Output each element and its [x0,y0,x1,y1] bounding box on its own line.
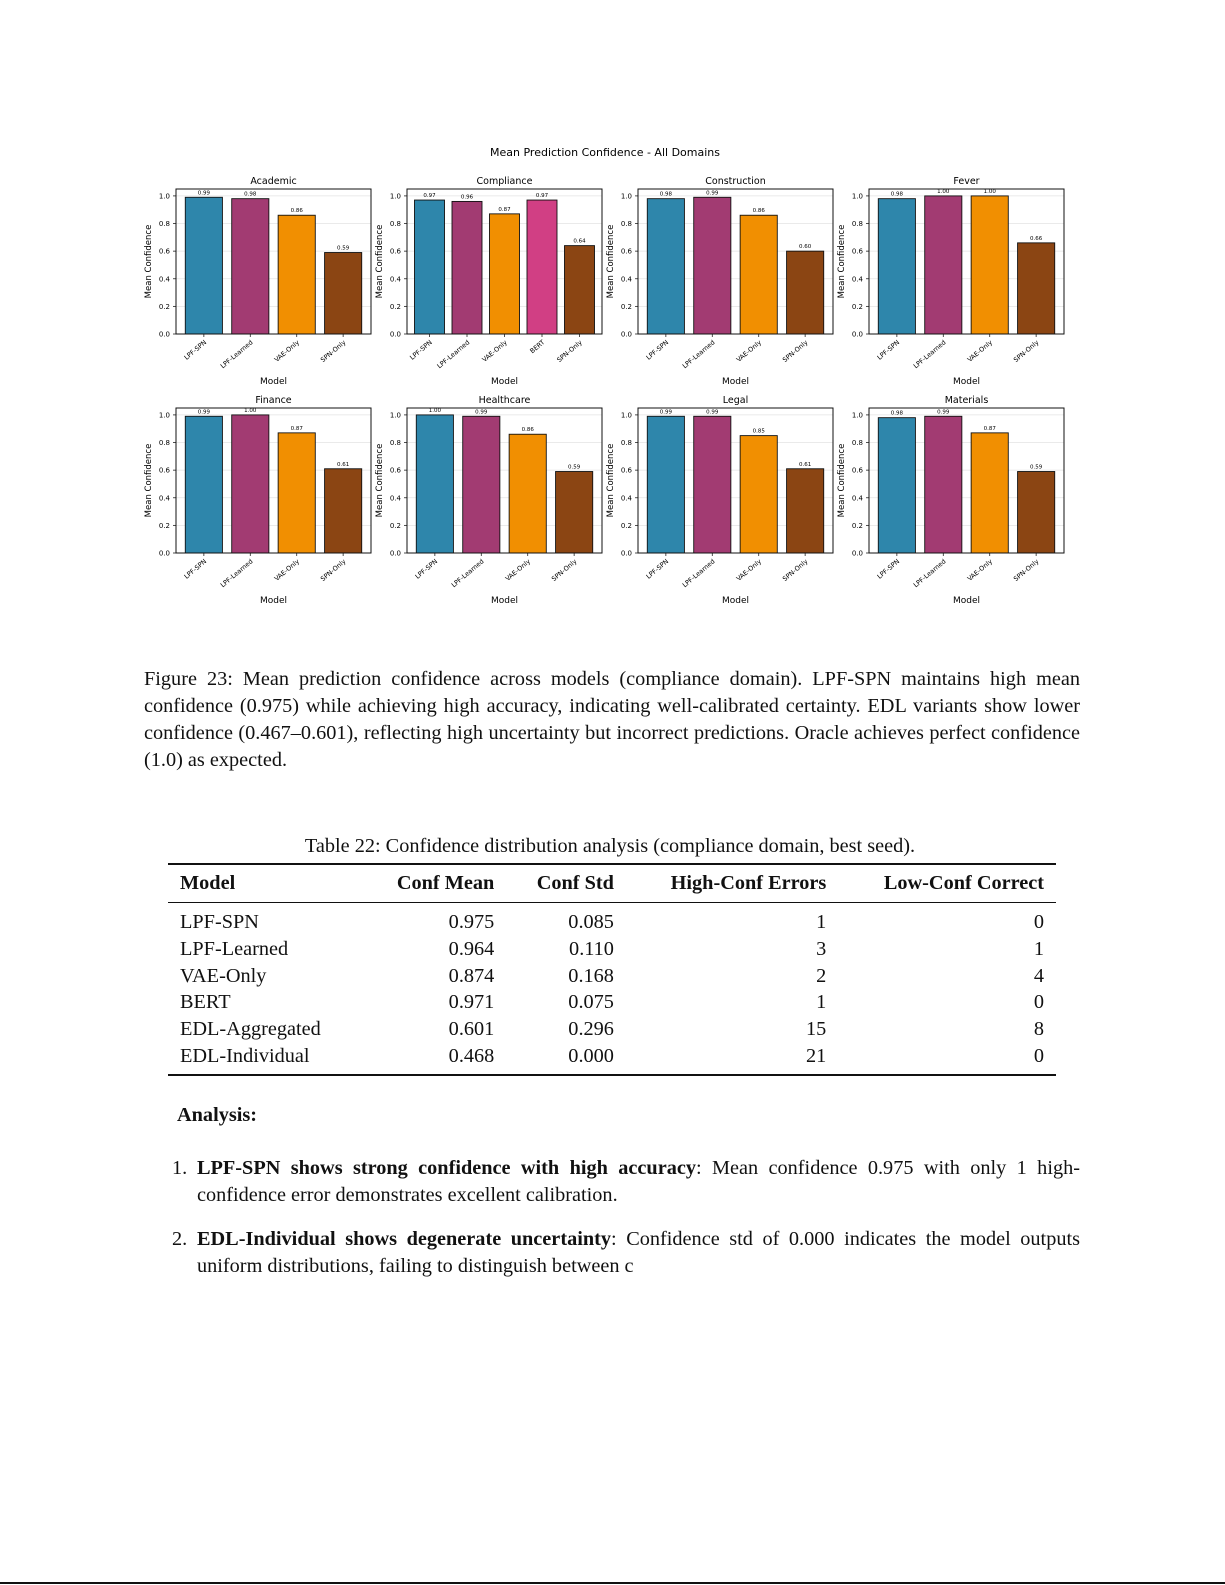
subplot-title: Fever [953,176,980,187]
bar-value-label: 1.00 [244,407,257,414]
x-tick-label: SPN-Only [319,338,348,365]
y-tick-label: 1.0 [851,411,863,420]
y-tick-label: 0.0 [620,549,632,558]
y-tick-label: 0.2 [620,302,632,311]
y-tick-label: 1.0 [620,411,632,420]
bar [278,433,315,553]
y-tick-label: 0.8 [389,220,401,229]
x-tick-label: LPF-Learned [449,557,486,590]
analysis-item-text: : Mean confidence 0.975 with only 1 high-confidence error demonstrates excellent calibration. [197,1157,1080,1206]
bar-value-label: 0.86 [752,208,765,215]
x-tick-label: LPF-SPN [875,338,902,362]
y-tick-label: 0.0 [389,330,401,339]
bar-value-label: 0.97 [535,193,549,200]
y-tick-label: 0.2 [620,521,632,530]
table-row [168,936,1056,963]
bar-value-label: 0.87 [983,425,996,432]
bar [509,434,546,553]
y-tick-label: 0.0 [389,549,401,558]
table-cell: 21 [626,1043,838,1075]
bar [325,469,362,553]
bar-value-label: 0.97 [423,193,436,200]
y-tick-label: 0.4 [620,275,632,284]
y-tick-label: 0.6 [158,247,170,256]
x-tick-label: LPF-SPN [408,338,434,362]
table-cell: 0.075 [568,991,614,1014]
table-cell: 2 [816,964,827,987]
bar [527,200,557,334]
table-cell: 1 [816,991,827,1014]
x-tick-label: LPF-Learned [680,338,717,371]
x-tick-label: SPN-Only [781,557,810,584]
bar [232,199,269,334]
subplot-title: Finance [255,395,292,406]
y-tick-label: 0.4 [851,494,863,503]
table-row [168,1043,1056,1075]
table-cell: 0 [1033,991,1044,1014]
y-tick-label: 0.0 [851,330,863,339]
table-cell: 8 [1033,1018,1044,1041]
x-axis-label: Model [721,596,750,606]
x-tick-label: LPF-SPN [182,338,209,362]
x-tick-label: VAE-Only [272,557,301,583]
subplot-title: Compliance [476,176,533,187]
bar [647,416,684,553]
y-tick-label: 0.6 [158,466,170,475]
x-tick-label: SPN-Only [1012,338,1041,365]
y-tick-label: 0.4 [158,275,170,284]
figure-caption: Figure 23: Mean prediction confidence across models (compliance domain). LPF-SPN maintains high mean confidence (0.975) while achieving high accuracy, indicating well-calibrated certainty. EDL variants show lower confidence (0.467–0.601), reflecting high uncertainty but incorrect predictions. Oracle achieves perfect confidence (1.0) as expected. [144,668,1080,771]
table-header: High-Conf Errors [626,864,838,903]
bar-value-label: 0.98 [890,410,903,417]
table-cell: 1 [816,911,827,933]
bar [278,215,315,334]
bar-value-label: 0.96 [460,194,474,201]
y-tick-label: 0.6 [851,247,863,256]
analysis-item [162,1226,1080,1280]
bar [971,196,1008,334]
table-cell: VAE-Only [180,964,267,987]
table-cell: 3 [816,937,827,960]
x-tick-label: VAE-Only [272,338,301,364]
table-row [168,989,1056,1016]
x-tick-label: LPF-SPN [413,557,440,581]
y-tick-label: 1.0 [158,411,170,420]
bar-value-label: 0.60 [799,244,812,251]
x-tick-label: LPF-Learned [218,557,255,590]
bar [415,200,445,334]
bar-value-label: 1.00 [428,407,441,414]
y-axis-label: Mean Confidence [606,443,616,518]
table-cell: 0.296 [568,1018,614,1041]
x-tick-label: LPF-Learned [680,557,717,590]
y-axis-label: Mean Confidence [144,443,154,518]
x-tick-label: VAE-Only [965,557,994,583]
y-tick-label: 0.8 [158,439,170,448]
table-cell: 0.168 [568,964,614,987]
bar-value-label: 1.00 [983,188,996,195]
y-tick-label: 0.6 [389,466,401,475]
y-tick-label: 0.8 [620,220,632,229]
bar [694,416,731,553]
bar-value-label: 0.99 [197,409,210,416]
y-tick-label: 0.4 [158,494,170,503]
y-tick-label: 0.0 [158,330,170,339]
x-tick-label: LPF-SPN [644,338,671,362]
bar-value-label: 1.00 [937,188,950,195]
x-tick-label: SPN-Only [319,557,348,584]
x-tick-label: LPF-Learned [911,557,948,590]
bar-value-label: 0.59 [337,245,350,252]
bar [647,199,684,334]
bar [787,251,824,334]
y-tick-label: 0.4 [620,494,632,503]
bar-value-label: 0.87 [290,425,303,432]
bar-value-label: 0.59 [568,464,581,471]
table-cell: 0.468 [363,1043,507,1075]
y-tick-label: 0.8 [620,439,632,448]
table-caption: Table 22: Confidence distribution analysis (compliance domain, best seed). [304,835,916,857]
bar-value-label: 0.99 [475,409,488,416]
x-axis-label: Model [952,377,981,387]
analysis-item-number: 1. [172,1157,188,1179]
bar-value-label: 0.98 [890,191,903,198]
table-row [168,903,1056,936]
x-tick-label: LPF-Learned [435,338,472,371]
table-cell: 0.964 [448,937,495,960]
y-tick-label: 0.8 [851,439,863,448]
bar [925,196,962,334]
table-row [168,963,1056,990]
table-cell: 0.000 [506,1043,626,1075]
bar-value-label: 0.99 [197,190,210,197]
table-row [168,1016,1056,1043]
analysis-item [162,1155,1080,1209]
bar-value-label: 0.66 [1030,235,1043,242]
y-axis-label: Mean Confidence [837,224,847,299]
table-header: Conf Std [506,864,626,903]
x-tick-label: SPN-Only [555,338,584,365]
table-header-row [168,864,1056,903]
y-tick-label: 0.6 [620,247,632,256]
y-tick-label: 1.0 [851,192,863,201]
bar [185,416,222,553]
bar [452,201,482,334]
bar [416,415,453,553]
y-axis-label: Mean Confidence [375,443,385,518]
y-tick-label: 0.8 [389,439,401,448]
table-header: Model [168,864,363,903]
x-tick-label: SPN-Only [550,557,579,584]
bar [556,472,593,553]
table-cell: 0.110 [569,937,614,960]
table-cell: BERT [180,991,231,1014]
x-axis-label: Model [259,596,288,606]
bar [787,469,824,553]
y-tick-label: 0.0 [851,549,863,558]
bar-value-label: 0.86 [290,208,303,215]
y-tick-label: 0.4 [851,275,863,284]
bar-value-label: 0.99 [706,190,719,197]
y-tick-label: 0.4 [389,494,401,503]
subplot-title: Legal [722,395,749,406]
x-tick-label: VAE-Only [734,338,763,364]
bar-value-label: 0.99 [706,409,719,416]
x-tick-label: LPF-SPN [182,557,209,581]
analysis-item-number: 2. [172,1228,188,1250]
analysis-item-text: : Confidence std of 0.000 indicates the model outputs uniform distributions, failing to distinguish between c [197,1228,1081,1277]
table-cell: LPF-Learned [180,937,289,960]
table-header: Conf Mean [363,864,507,903]
bar [878,418,915,553]
analysis-list [162,1155,1080,1297]
bar-value-label: 0.64 [573,238,586,245]
x-tick-label: SPN-Only [1012,557,1041,584]
bar-value-label: 0.99 [659,409,672,416]
x-tick-label: LPF-Learned [218,338,255,371]
y-axis-label: Mean Confidence [375,224,385,299]
table-cell: 1 [1033,937,1044,960]
x-tick-label: VAE-Only [965,338,994,364]
x-axis-label: Model [490,596,519,606]
x-tick-label: SPN-Only [781,338,810,365]
y-axis-label: Mean Confidence [144,224,154,299]
x-tick-label: BERT [528,338,547,356]
bar [1018,243,1055,334]
bar [878,199,915,334]
table-cell: 0.874 [448,964,495,987]
table-cell: 4 [1033,964,1044,987]
analysis-item-bold: EDL-Individual shows degenerate uncertainty [197,1228,612,1250]
bar [185,197,222,334]
y-tick-label: 0.8 [851,220,863,229]
table-header: Low-Conf Correct [838,864,1056,903]
bar [232,415,269,553]
table-cell: 0.971 [448,991,495,1014]
y-tick-label: 0.2 [389,302,401,311]
bar [490,214,520,334]
bar-value-label: 0.61 [337,461,350,468]
y-tick-label: 0.2 [389,521,401,530]
y-tick-label: 0.6 [389,247,401,256]
bar-value-label: 0.98 [244,191,257,198]
subplot-title: Academic [250,176,297,187]
y-tick-label: 0.0 [620,330,632,339]
confidence-table [168,863,1056,1076]
bar-value-label: 0.86 [521,427,534,434]
y-tick-label: 0.0 [158,549,170,558]
bar [740,215,777,334]
x-tick-label: VAE-Only [503,557,532,583]
y-tick-label: 0.2 [158,521,170,530]
table-cell: 0 [1033,911,1044,933]
bar-value-label: 0.98 [659,191,672,198]
y-tick-label: 0.2 [851,521,863,530]
x-axis-label: Model [259,377,288,387]
subplot-title: Construction [705,176,766,187]
y-axis-label: Mean Confidence [606,224,616,299]
page-bottom-rule [0,1582,1225,1584]
y-tick-label: 0.6 [851,466,863,475]
y-tick-label: 1.0 [389,411,401,420]
y-tick-label: 0.4 [389,275,401,284]
table-cell: LPF-SPN [180,911,259,933]
x-tick-label: LPF-SPN [644,557,671,581]
x-tick-label: LPF-SPN [875,557,902,581]
x-tick-label: LPF-Learned [911,338,948,371]
bar-value-label: 0.85 [752,428,765,435]
x-axis-label: Model [490,377,519,387]
x-tick-label: VAE-Only [734,557,763,583]
bar [740,436,777,553]
x-axis-label: Model [721,377,750,387]
analysis-heading: Analysis: [177,1104,258,1126]
y-tick-label: 1.0 [389,192,401,201]
bar [325,253,362,334]
y-tick-label: 0.2 [851,302,863,311]
bar [1018,472,1055,553]
table-cell: 0.601 [448,1018,495,1041]
subplot-title: Materials [944,395,989,406]
bar-value-label: 0.99 [937,409,950,416]
subplot-title: Healthcare [478,395,531,406]
bar-value-label: 0.59 [1030,464,1043,471]
figure-suptitle: Mean Prediction Confidence - All Domains [490,146,720,159]
bar [925,416,962,553]
y-axis-label: Mean Confidence [837,443,847,518]
bar-value-label: 0.61 [799,461,812,468]
table-cell: EDL-Aggregated [180,1018,321,1041]
y-tick-label: 0.8 [158,220,170,229]
y-tick-label: 1.0 [620,192,632,201]
y-tick-label: 0.6 [620,466,632,475]
analysis-item-bold: LPF-SPN shows strong confidence with high accuracy [197,1157,696,1179]
bar [565,246,595,334]
y-tick-label: 0.2 [158,302,170,311]
table-cell: 0.975 [448,911,495,933]
bar [971,433,1008,553]
table-cell: 0.085 [568,911,614,933]
table-cell: 0 [838,1043,1056,1075]
table-cell: 15 [806,1018,827,1041]
bar [694,197,731,334]
bar [463,416,500,553]
x-tick-label: VAE-Only [480,338,509,364]
x-axis-label: Model [952,596,981,606]
y-tick-label: 1.0 [158,192,170,201]
table-cell: EDL-Individual [168,1043,363,1075]
confidence-figure [0,0,1225,640]
bar-value-label: 0.87 [498,206,511,213]
